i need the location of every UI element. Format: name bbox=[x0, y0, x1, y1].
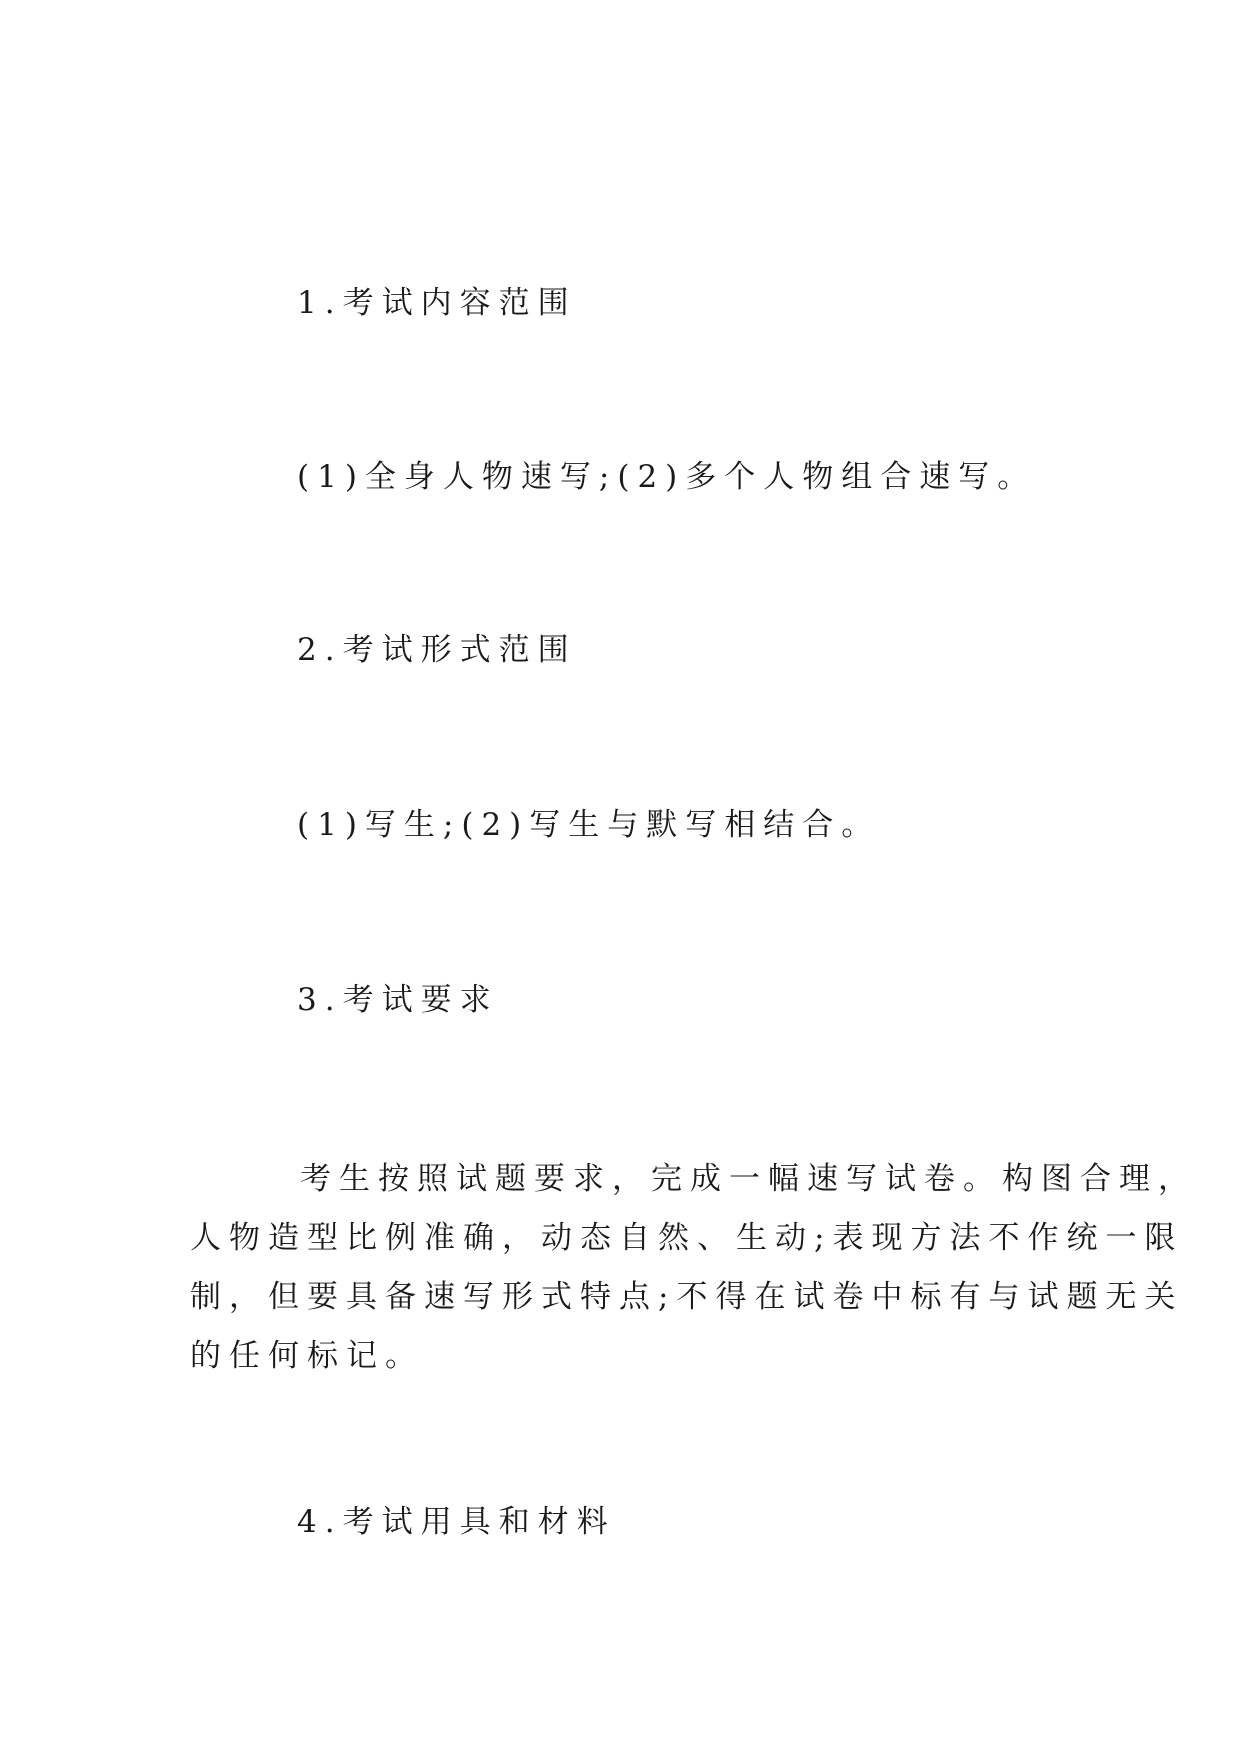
requirements-line: 考生按照试题要求，完成一幅速写试卷。构图合理， bbox=[300, 1161, 1197, 1197]
section-heading-tools-materials: 4.考试用具和材料 bbox=[297, 1504, 616, 1540]
section-heading-content-scope: 1.考试内容范围 bbox=[297, 285, 577, 321]
requirements-line: 人物造型比例准确，动态自然、生动;表现方法不作统一限 bbox=[190, 1220, 1184, 1256]
section-heading-requirements: 3.考试要求 bbox=[297, 982, 499, 1018]
format-scope-items: (1)写生;(2)写生与默写相结合。 bbox=[297, 807, 881, 843]
section-heading-format-scope: 2.考试形式范围 bbox=[297, 632, 577, 668]
content-scope-items: (1)全身人物速写;(2)多个人物组合速写。 bbox=[297, 459, 1037, 495]
requirements-line: 制，但要具备速写形式特点;不得在试卷中标有与试题无关 bbox=[190, 1279, 1184, 1315]
requirements-paragraph bbox=[190, 1150, 1197, 1386]
requirements-line: 的任何标记。 bbox=[190, 1338, 424, 1374]
